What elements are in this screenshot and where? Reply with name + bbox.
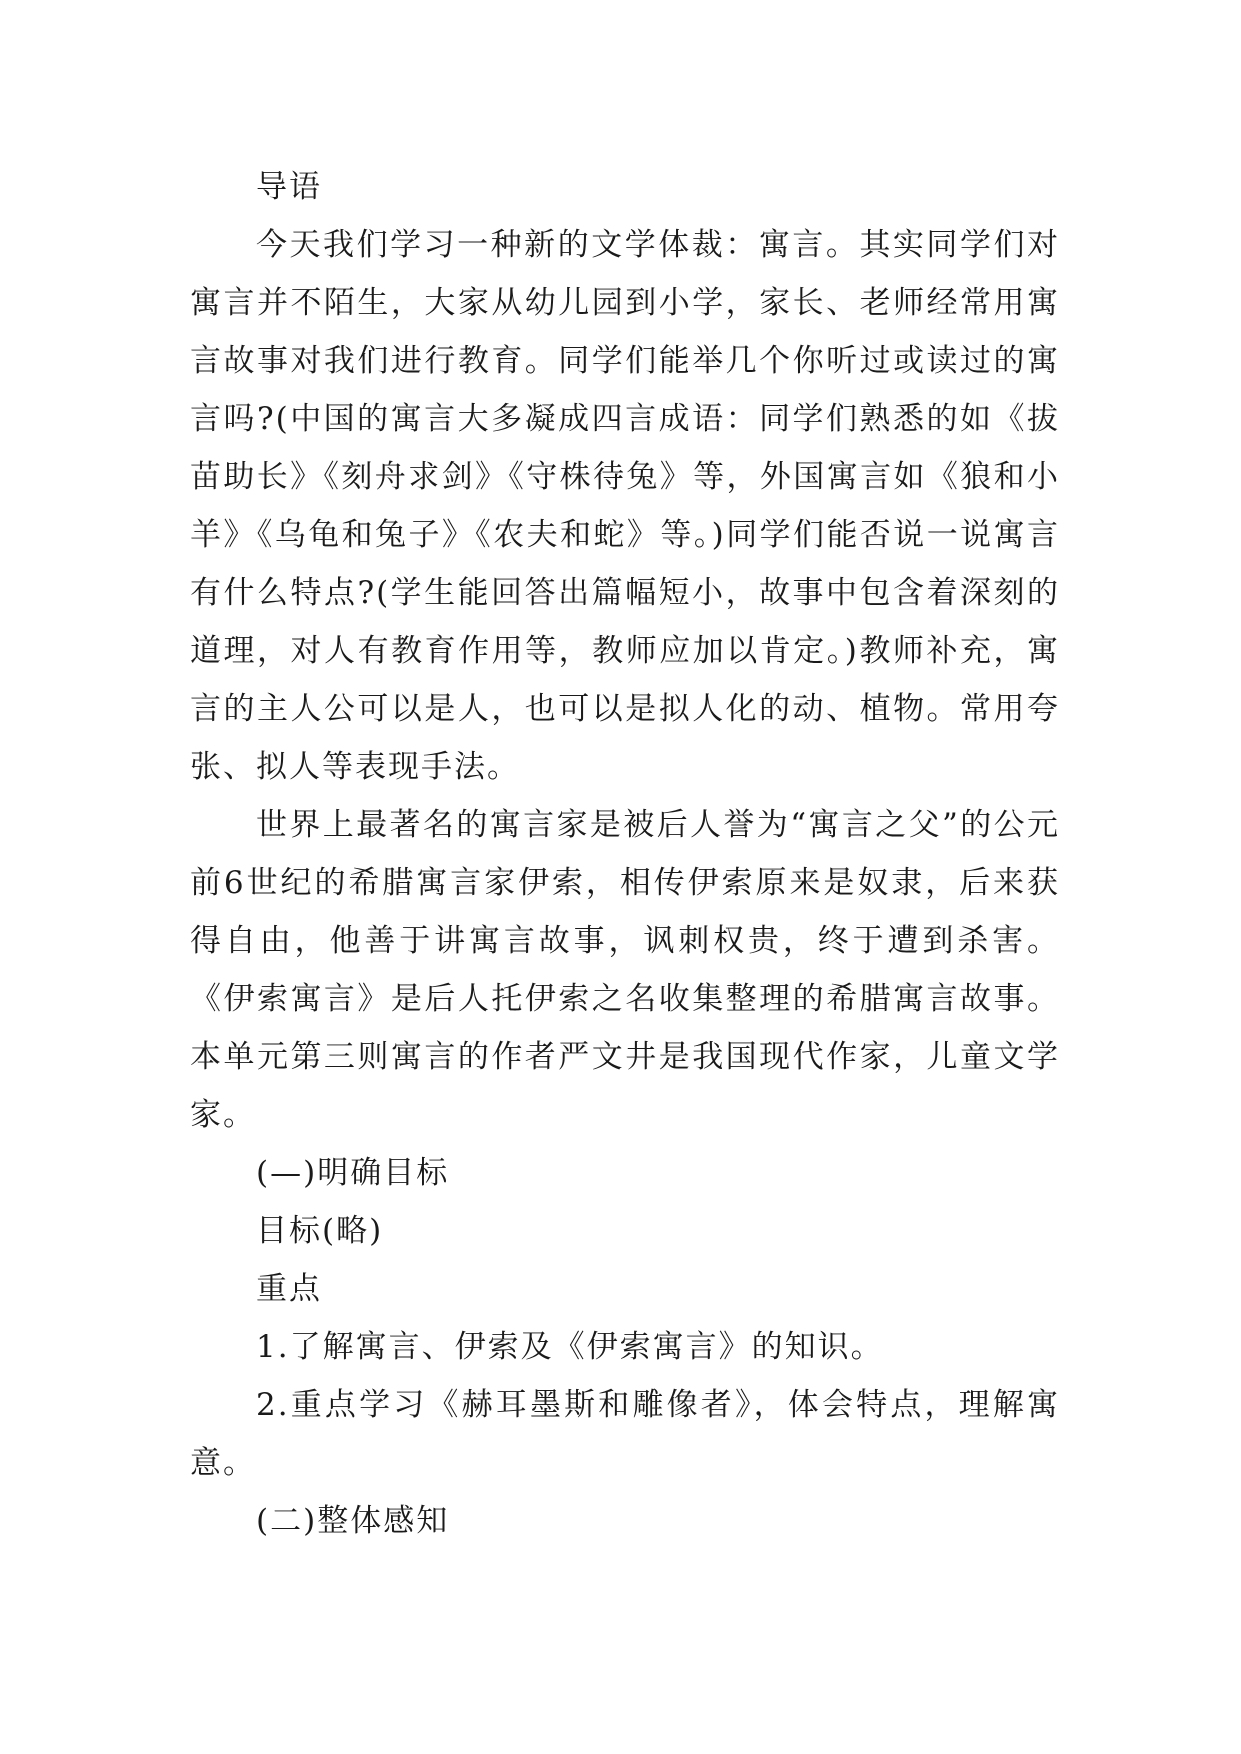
key-point-1: 1.了解寓言、伊索及《伊索寓言》的知识。 — [256, 1329, 884, 1365]
key-point-2: 2.重点学习《赫耳墨斯和雕像者》，体会特点，理解寓意。 — [190, 1387, 1060, 1481]
section-one-heading: (—)明确目标 — [256, 1155, 450, 1191]
aesop-paragraph: 世界上最著名的寓言家是被后人誉为“寓言之父”的公元前6世纪的希腊寓言家伊索，相传伊索原来是奴隶，后来获得自由，他善于讲寓言故事，讽刺权贵，终于遭到杀害。《伊索寓言》是后人托伊索之名收集整理的希腊寓言故事。本单元第三则寓言的作者严文井是我国现代作家，儿童文学家。 — [190, 807, 1060, 1133]
goals-line: 目标(略) — [256, 1213, 384, 1249]
key-points-heading: 重点 — [256, 1271, 322, 1307]
section-two-heading: (二)整体感知 — [256, 1503, 450, 1539]
lead-heading: 导语 — [256, 169, 322, 205]
intro-paragraph: 今天我们学习一种新的文学体裁：寓言。其实同学们对寓言并不陌生，大家从幼儿园到小学，家长、老师经常用寓言故事对我们进行教育。同学们能举几个你听过或读过的寓言吗?(中国的寓言大多凝成四言成语：同学们熟悉的如《拔苗助长》《刻舟求剑》《守株待兔》等，外国寓言如《狼和小羊》《乌龟和兔子》《农夫和蛇》等。)同学们能否说一说寓言有什么特点?(学生能回答出篇幅短小，故事中包含着深刻的道理，对人有教育作用等，教师应加以肯定。)教师补充，寓言的主人公可以是人，也可以是拟人化的动、植物。常用夸张、拟人等表现手法。 — [190, 227, 1060, 785]
document-body — [190, 158, 1060, 1550]
